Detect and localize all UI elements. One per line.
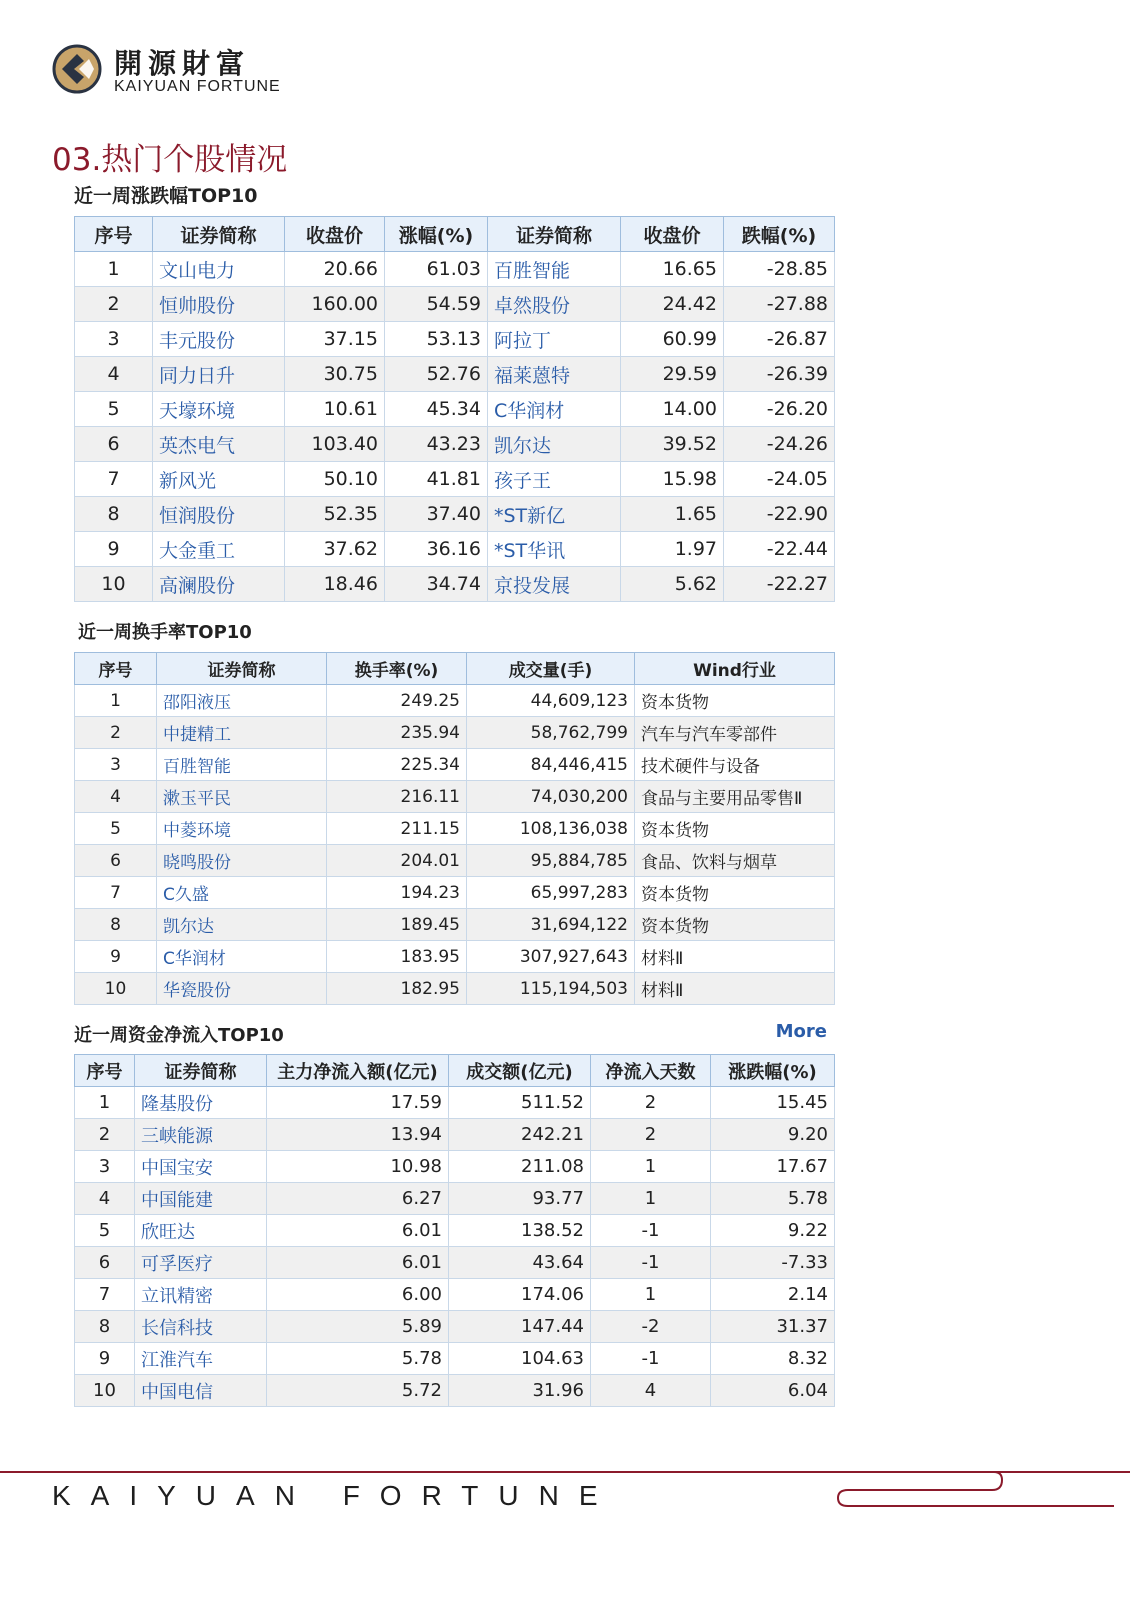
table-row xyxy=(75,941,835,973)
column-header: 序号 xyxy=(75,653,157,685)
table-cell: 2 xyxy=(75,1119,135,1151)
table-cell: 8.32 xyxy=(711,1343,835,1375)
stock-name-link[interactable]: 凯尔达 xyxy=(157,909,327,941)
table-header-row xyxy=(75,653,835,685)
stock-name-link[interactable]: 江淮汽车 xyxy=(135,1343,267,1375)
stock-name-link[interactable]: 高澜股份 xyxy=(153,567,285,602)
table-cell: 9 xyxy=(75,1343,135,1375)
column-header: 涨幅(%) xyxy=(385,217,488,252)
table-row xyxy=(75,813,835,845)
stock-name-link[interactable]: *ST华讯 xyxy=(488,532,621,567)
table-cell: 5.78 xyxy=(267,1343,449,1375)
table-cell: 3 xyxy=(75,322,153,357)
table-cell: 211.08 xyxy=(449,1151,591,1183)
table-cell: 8 xyxy=(75,909,157,941)
table-cell: 54.59 xyxy=(385,287,488,322)
table-cell: 2 xyxy=(591,1087,711,1119)
table-cell: 10.98 xyxy=(267,1151,449,1183)
table-cell: 1.65 xyxy=(621,497,724,532)
table-cell: 资本货物 xyxy=(635,877,835,909)
table-cell: 5 xyxy=(75,1215,135,1247)
table-row xyxy=(75,322,835,357)
table-cell: 84,446,415 xyxy=(467,749,635,781)
table-cell: 1 xyxy=(75,1087,135,1119)
table-cell: 93.77 xyxy=(449,1183,591,1215)
table-cell: 资本货物 xyxy=(635,685,835,717)
table-row xyxy=(75,1247,835,1279)
table-cell: 1 xyxy=(591,1279,711,1311)
table-cell: 1 xyxy=(591,1183,711,1215)
table-cell: 1 xyxy=(75,685,157,717)
table-cell: 2 xyxy=(75,287,153,322)
table-cell: 5 xyxy=(75,392,153,427)
table-row xyxy=(75,749,835,781)
table2-title: 近一周换手率TOP10 xyxy=(78,622,252,643)
table-cell: 30.75 xyxy=(285,357,385,392)
table-cell: 31.37 xyxy=(711,1311,835,1343)
table-cell: 6.00 xyxy=(267,1279,449,1311)
table-cell: 5.78 xyxy=(711,1183,835,1215)
table-cell: 44,609,123 xyxy=(467,685,635,717)
table-cell: 8 xyxy=(75,1311,135,1343)
table-row xyxy=(75,1279,835,1311)
table-cell: 37.40 xyxy=(385,497,488,532)
column-header: 收盘价 xyxy=(285,217,385,252)
stock-name-link[interactable]: 欣旺达 xyxy=(135,1215,267,1247)
table-cell: 24.42 xyxy=(621,287,724,322)
table-cell: 13.94 xyxy=(267,1119,449,1151)
table-cell: 6 xyxy=(75,427,153,462)
table-row xyxy=(75,357,835,392)
table-cell: 2.14 xyxy=(711,1279,835,1311)
table-cell: 41.81 xyxy=(385,462,488,497)
stock-name-link[interactable]: 三峡能源 xyxy=(135,1119,267,1151)
column-header: 序号 xyxy=(75,217,153,252)
gain-loss-top10-table xyxy=(74,216,835,602)
table-cell: 10 xyxy=(75,973,157,1005)
table-cell: 204.01 xyxy=(327,845,467,877)
table-cell: 52.35 xyxy=(285,497,385,532)
table-cell: -28.85 xyxy=(724,252,835,287)
table-cell: 43.23 xyxy=(385,427,488,462)
table-cell: 食品与主要用品零售Ⅱ xyxy=(635,781,835,813)
table-header-row xyxy=(75,1055,835,1087)
table-cell: 6.04 xyxy=(711,1375,835,1407)
column-header: 证券简称 xyxy=(135,1055,267,1087)
table-cell: 39.52 xyxy=(621,427,724,462)
column-header: 收盘价 xyxy=(621,217,724,252)
table-cell: 17.67 xyxy=(711,1151,835,1183)
stock-name-link[interactable]: 中菱环境 xyxy=(157,813,327,845)
column-header: Wind行业 xyxy=(635,653,835,685)
logo xyxy=(52,42,292,100)
table-cell: 2 xyxy=(591,1119,711,1151)
table-cell: 115,194,503 xyxy=(467,973,635,1005)
table-cell: 10 xyxy=(75,567,153,602)
table-cell: 65,997,283 xyxy=(467,877,635,909)
table-cell: 6 xyxy=(75,845,157,877)
stock-name-link[interactable]: 晓鸣股份 xyxy=(157,845,327,877)
table-cell: 5.62 xyxy=(621,567,724,602)
column-header: 净流入天数 xyxy=(591,1055,711,1087)
table-cell: 3 xyxy=(75,749,157,781)
stock-name-link[interactable]: 中国电信 xyxy=(135,1375,267,1407)
table-cell: 18.46 xyxy=(285,567,385,602)
table-cell: 74,030,200 xyxy=(467,781,635,813)
table-cell: 60.99 xyxy=(621,322,724,357)
stock-name-link[interactable]: C久盛 xyxy=(157,877,327,909)
table-cell: 5.72 xyxy=(267,1375,449,1407)
table-cell: 242.21 xyxy=(449,1119,591,1151)
table-row xyxy=(75,1087,835,1119)
table-row xyxy=(75,287,835,322)
stock-name-link[interactable]: 中国宝安 xyxy=(135,1151,267,1183)
table-cell: 50.10 xyxy=(285,462,385,497)
section-title: 03.热门个股情况 xyxy=(52,142,288,178)
table-row xyxy=(75,252,835,287)
table-cell: 7 xyxy=(75,877,157,909)
table-cell: 汽车与汽车零部件 xyxy=(635,717,835,749)
stock-name-link[interactable]: 长信科技 xyxy=(135,1311,267,1343)
table-cell: 183.95 xyxy=(327,941,467,973)
table-cell: -27.88 xyxy=(724,287,835,322)
stock-name-link[interactable]: 新风光 xyxy=(153,462,285,497)
table-cell: 52.76 xyxy=(385,357,488,392)
stock-name-link[interactable]: *ST新亿 xyxy=(488,497,621,532)
stock-name-link[interactable]: 大金重工 xyxy=(153,532,285,567)
stock-name-link[interactable]: 百胜智能 xyxy=(488,252,621,287)
column-header: 跌幅(%) xyxy=(724,217,835,252)
stock-name-link[interactable]: 卓然股份 xyxy=(488,287,621,322)
table-cell: 138.52 xyxy=(449,1215,591,1247)
table-cell: 29.59 xyxy=(621,357,724,392)
table-cell: 20.66 xyxy=(285,252,385,287)
logo-cn-name: 開源財富 xyxy=(114,47,251,80)
table-row xyxy=(75,877,835,909)
stock-name-link[interactable]: 同力日升 xyxy=(153,357,285,392)
table-cell: -26.20 xyxy=(724,392,835,427)
table-cell: -22.27 xyxy=(724,567,835,602)
footer-decoration-icon xyxy=(834,1470,1114,1508)
table-cell: 174.06 xyxy=(449,1279,591,1311)
table-cell: 6.27 xyxy=(267,1183,449,1215)
table-cell: 108,136,038 xyxy=(467,813,635,845)
more-link[interactable]: More xyxy=(775,1021,827,1042)
table-cell: -24.05 xyxy=(724,462,835,497)
table-cell: -1 xyxy=(591,1215,711,1247)
logo-en-name: KAIYUAN FORTUNE xyxy=(114,78,281,95)
table-cell: -2 xyxy=(591,1311,711,1343)
table-cell: 资本货物 xyxy=(635,813,835,845)
table-row xyxy=(75,462,835,497)
table-cell: 53.13 xyxy=(385,322,488,357)
table-cell: -1 xyxy=(591,1247,711,1279)
table-cell: 104.63 xyxy=(449,1343,591,1375)
table-row xyxy=(75,532,835,567)
table3-title: 近一周资金净流入TOP10 xyxy=(74,1025,284,1046)
stock-name-link[interactable]: 可孚医疗 xyxy=(135,1247,267,1279)
table1-title: 近一周涨跌幅TOP10 xyxy=(74,185,258,207)
column-header: 主力净流入额(亿元) xyxy=(267,1055,449,1087)
table-cell: 216.11 xyxy=(327,781,467,813)
table-row xyxy=(75,567,835,602)
table-cell: 4 xyxy=(75,357,153,392)
table-cell: 43.64 xyxy=(449,1247,591,1279)
stock-name-link[interactable]: 孩子王 xyxy=(488,462,621,497)
table-cell: -1 xyxy=(591,1343,711,1375)
column-header: 成交量(手) xyxy=(467,653,635,685)
table-cell: 食品、饮料与烟草 xyxy=(635,845,835,877)
net-inflow-top10-table xyxy=(74,1054,835,1407)
table-cell: 16.65 xyxy=(621,252,724,287)
table-cell: 37.62 xyxy=(285,532,385,567)
table-cell: 182.95 xyxy=(327,973,467,1005)
table-cell: 31,694,122 xyxy=(467,909,635,941)
footer-brand-text: KAIYUAN FORTUNE xyxy=(52,1480,618,1511)
table-row xyxy=(75,781,835,813)
table-cell: 4 xyxy=(75,1183,135,1215)
turnover-top10-table xyxy=(74,652,835,1005)
stock-name-link[interactable]: 邵阳液压 xyxy=(157,685,327,717)
table-row xyxy=(75,909,835,941)
table-cell: 4 xyxy=(75,781,157,813)
table-cell: 225.34 xyxy=(327,749,467,781)
table-row xyxy=(75,845,835,877)
table-cell: 9.20 xyxy=(711,1119,835,1151)
table-cell: 10 xyxy=(75,1375,135,1407)
table-row xyxy=(75,497,835,532)
table-cell: -26.87 xyxy=(724,322,835,357)
table-row xyxy=(75,1119,835,1151)
stock-name-link[interactable]: 英杰电气 xyxy=(153,427,285,462)
table-cell: 103.40 xyxy=(285,427,385,462)
table-row xyxy=(75,1343,835,1375)
column-header: 证券简称 xyxy=(153,217,285,252)
table-cell: 9.22 xyxy=(711,1215,835,1247)
table-cell: 147.44 xyxy=(449,1311,591,1343)
column-header: 证券简称 xyxy=(488,217,621,252)
table-cell: -26.39 xyxy=(724,357,835,392)
table-cell: 1 xyxy=(75,252,153,287)
stock-name-link[interactable]: 恒帅股份 xyxy=(153,287,285,322)
stock-name-link[interactable]: 阿拉丁 xyxy=(488,322,621,357)
table-cell: 5.89 xyxy=(267,1311,449,1343)
column-header: 证券简称 xyxy=(157,653,327,685)
table-cell: 15.45 xyxy=(711,1087,835,1119)
stock-name-link[interactable]: 天壕环境 xyxy=(153,392,285,427)
table-cell: 9 xyxy=(75,941,157,973)
column-header: 序号 xyxy=(75,1055,135,1087)
table-cell: -7.33 xyxy=(711,1247,835,1279)
table-cell: 1 xyxy=(591,1151,711,1183)
table-row xyxy=(75,717,835,749)
table-cell: 9 xyxy=(75,532,153,567)
table-cell: 189.45 xyxy=(327,909,467,941)
table-cell: 307,927,643 xyxy=(467,941,635,973)
column-header: 换手率(%) xyxy=(327,653,467,685)
table-cell: 160.00 xyxy=(285,287,385,322)
table-row xyxy=(75,1215,835,1247)
stock-name-link[interactable]: 京投发展 xyxy=(488,567,621,602)
table-cell: 211.15 xyxy=(327,813,467,845)
table-header-row xyxy=(75,217,835,252)
table-cell: 8 xyxy=(75,497,153,532)
column-header: 成交额(亿元) xyxy=(449,1055,591,1087)
table-cell: 10.61 xyxy=(285,392,385,427)
stock-name-link[interactable]: 文山电力 xyxy=(153,252,285,287)
table-row xyxy=(75,392,835,427)
stock-name-link[interactable]: 华瓷股份 xyxy=(157,973,327,1005)
table-row xyxy=(75,427,835,462)
table-cell: 58,762,799 xyxy=(467,717,635,749)
table-cell: 249.25 xyxy=(327,685,467,717)
table-cell: 资本货物 xyxy=(635,909,835,941)
table-cell: 3 xyxy=(75,1151,135,1183)
table-cell: 材料Ⅱ xyxy=(635,973,835,1005)
table-cell: 95,884,785 xyxy=(467,845,635,877)
table-cell: 37.15 xyxy=(285,322,385,357)
table-cell: 235.94 xyxy=(327,717,467,749)
table-cell: 6 xyxy=(75,1247,135,1279)
kaiyuan-logo-icon xyxy=(52,44,102,94)
table-cell: 511.52 xyxy=(449,1087,591,1119)
table-cell: 14.00 xyxy=(621,392,724,427)
table-cell: 6.01 xyxy=(267,1215,449,1247)
table-cell: 技术硬件与设备 xyxy=(635,749,835,781)
table-row xyxy=(75,1311,835,1343)
table-cell: 31.96 xyxy=(449,1375,591,1407)
stock-name-link[interactable]: 中捷精工 xyxy=(157,717,327,749)
table-cell: -22.44 xyxy=(724,532,835,567)
table-cell: 5 xyxy=(75,813,157,845)
table-cell: -24.26 xyxy=(724,427,835,462)
table-cell: 4 xyxy=(591,1375,711,1407)
stock-name-link[interactable]: 凯尔达 xyxy=(488,427,621,462)
table-cell: 1.97 xyxy=(621,532,724,567)
stock-name-link[interactable]: 漱玉平民 xyxy=(157,781,327,813)
table-cell: -22.90 xyxy=(724,497,835,532)
table-cell: 15.98 xyxy=(621,462,724,497)
table-cell: 36.16 xyxy=(385,532,488,567)
table-cell: 7 xyxy=(75,462,153,497)
table-row xyxy=(75,973,835,1005)
table-row xyxy=(75,1151,835,1183)
stock-name-link[interactable]: 恒润股份 xyxy=(153,497,285,532)
table-row xyxy=(75,685,835,717)
table-cell: 194.23 xyxy=(327,877,467,909)
table-cell: 6.01 xyxy=(267,1247,449,1279)
table-row xyxy=(75,1183,835,1215)
table-cell: 61.03 xyxy=(385,252,488,287)
stock-name-link[interactable]: 中国能建 xyxy=(135,1183,267,1215)
table-cell: 7 xyxy=(75,1279,135,1311)
column-header: 涨跌幅(%) xyxy=(711,1055,835,1087)
table-cell: 2 xyxy=(75,717,157,749)
table-row xyxy=(75,1375,835,1407)
stock-name-link[interactable]: 百胜智能 xyxy=(157,749,327,781)
stock-name-link[interactable]: C华润材 xyxy=(157,941,327,973)
stock-name-link[interactable]: 立讯精密 xyxy=(135,1279,267,1311)
stock-name-link[interactable]: 丰元股份 xyxy=(153,322,285,357)
stock-name-link[interactable]: 福莱蒽特 xyxy=(488,357,621,392)
table-cell: 45.34 xyxy=(385,392,488,427)
table-cell: 17.59 xyxy=(267,1087,449,1119)
table-cell: 材料Ⅱ xyxy=(635,941,835,973)
table-cell: 34.74 xyxy=(385,567,488,602)
stock-name-link[interactable]: 隆基股份 xyxy=(135,1087,267,1119)
stock-name-link[interactable]: C华润材 xyxy=(488,392,621,427)
